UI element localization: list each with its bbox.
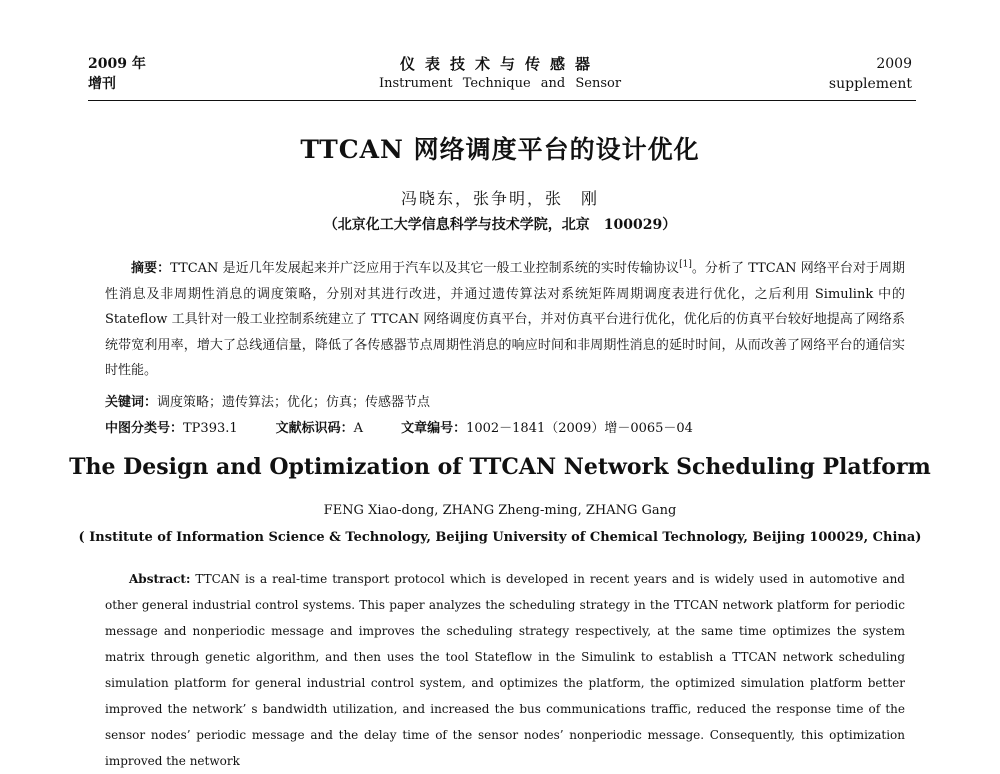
- class-number-label: 中图分类号：: [105, 421, 184, 436]
- document-code-value: A: [353, 421, 364, 436]
- paper-title-en: The Design and Optimization of TTCAN Network Scheduling Platform: [69, 454, 931, 480]
- document-code-label: 文献标识码：: [275, 421, 354, 436]
- authors-en: FENG Xiao-dong, ZHANG Zheng-ming, ZHANG Gang: [323, 503, 677, 518]
- running-header: [88, 54, 912, 100]
- keywords-cn-label: 关键词：: [105, 395, 158, 410]
- affiliation-en: ( Institute of Information Science & Technology, Beijing University of Chemical Technology, Beijing 100029, China): [78, 530, 922, 545]
- paper-title-cn: TTCAN 网络调度平台的设计优化: [300, 135, 700, 164]
- classification-line: [105, 418, 905, 440]
- journal-name-en: Instrument Technique and Sensor: [378, 76, 622, 91]
- keywords-cn-text: 调度策略；遗传算法；优化；仿真；传感器节点: [157, 395, 431, 410]
- keywords-cn: [105, 392, 905, 414]
- abstract-cn-text-1: TTCAN 是近几年发展起来并广泛应用于汽车以及其它一般工业控制系统的实时传输协议: [170, 261, 680, 276]
- header-rule: [88, 100, 916, 101]
- article-number-value: 1002－1841（2009）增－0065－04: [466, 421, 693, 436]
- header-right: [829, 54, 912, 94]
- abstract-en-label: Abstract:: [129, 572, 191, 586]
- header-year: 2009 年: [88, 56, 146, 72]
- header-year-right: 2009: [876, 56, 912, 72]
- authors-cn: 冯晓东，张争明，张 刚: [400, 189, 599, 208]
- abstract-cn-label: 摘要：: [131, 261, 171, 276]
- class-number-value: TP393.1: [183, 421, 238, 436]
- affiliation-cn: （北京化工大学信息科学与技术学院，北京 100029）: [323, 217, 677, 233]
- header-journal: [88, 54, 912, 94]
- header-issue: 增刊: [88, 76, 116, 92]
- abstract-en: [105, 566, 905, 768]
- journal-name-cn: 仪表技术与传感器: [399, 55, 600, 73]
- abstract-en-text: TTCAN is a real-time transport protocol which is developed in recent years and is widely used in automotive and other general industrial control systems. This paper analyzes the scheduling strategy in the TTCAN network platform for periodic message and nonperiodic message and improves the scheduling strategy respectively, at the same time optimizes the system matrix through genetic algorithm, and then uses the tool Stateflow in the Simulink to establish a TTCAN network scheduling simulation platform for general industrial control system, and optimizes the platform, the optimized simulation platform better improved the network’ s bandwidth utilization, and increased the bus communications traffic, reduced the response time of the sensor nodes’ periodic message and the delay time of the sensor nodes’ nonperiodic message. Consequently, this optimization improved the network: [105, 572, 905, 768]
- abstract-cn-text-2: 。分析了 TTCAN 网络平台对于周期性消息及非周期性消息的调度策略，分别对其进行改进，并通过遗传算法对系统矩阵周期调度表进行优化，之后利用 Simulink 中的 Stateflow 工具针对一般工业控制系统建立了 TTCAN 网络调度仿真平台，并对仿真平台进行优化，优化后的仿真平台较好地提高了网络系统带宽利用率，增大了总线通信量，降低了各传感器节点周期性消息的响应时间和非周期性消息的延时时间，从而改善了网络平台的通信实时性能。: [105, 261, 905, 379]
- citation-ref: [1]: [679, 259, 692, 270]
- article-number-label: 文章编号：: [401, 421, 467, 436]
- header-supplement: supplement: [828, 76, 912, 92]
- abstract-cn: [105, 256, 905, 384]
